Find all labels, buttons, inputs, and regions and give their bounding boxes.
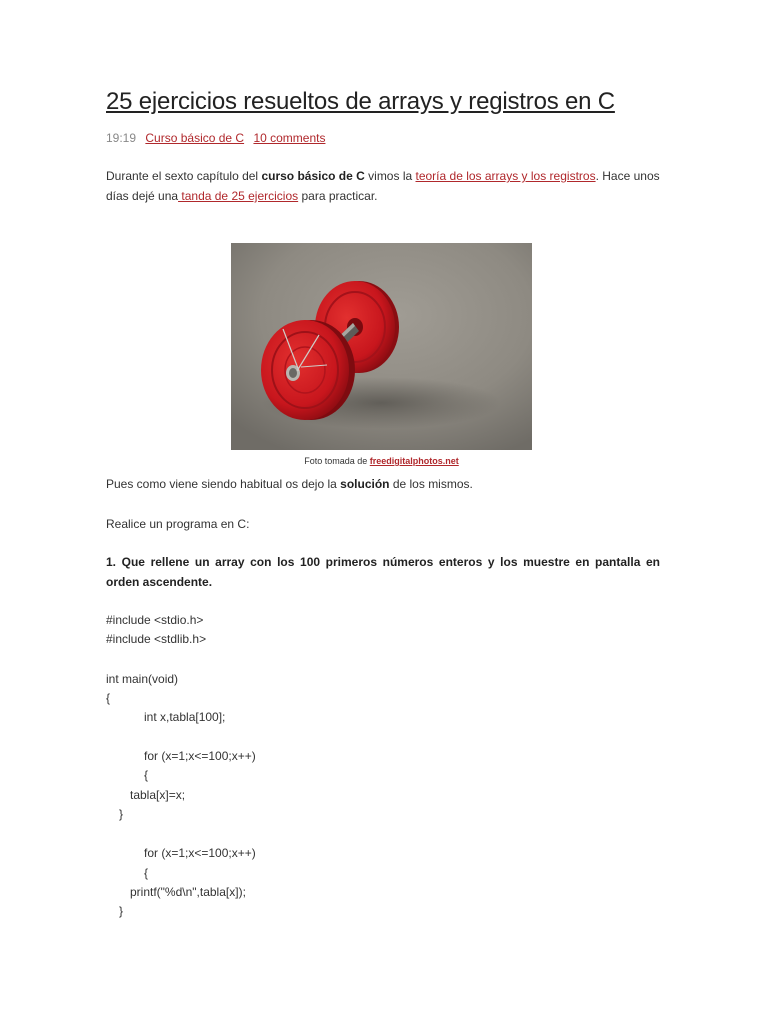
intro-paragraph [106,166,666,206]
code-line: } [119,904,124,918]
exercises-link[interactable]: tanda de 25 ejercicios [178,189,299,203]
solution-text-2: de los mismos. [389,477,473,491]
prompt-paragraph: Realice un programa en C: [106,517,250,531]
code-line: } [119,807,124,821]
intro-text-2: vimos la [364,169,416,183]
solution-paragraph [106,477,473,491]
photo-caption [231,456,532,466]
intro-text-1: Durante el sexto capítulo del [106,169,262,183]
arrays-theory-link[interactable]: teoría de los arrays y los registros [415,169,596,183]
solution-bold: solución [340,477,390,491]
intro-bold-course: curso básico de C [261,169,365,183]
code-line: for (x=1;x<=100;x++) [144,846,256,860]
code-line: { [106,691,111,705]
code-line: { [144,866,149,880]
photo-source-link[interactable]: freedigitalphotos.net [369,456,459,466]
solution-text-1: Pues como viene siendo habitual os dejo la [106,477,341,491]
code-line: printf("%d\n",tabla[x]); [130,885,246,899]
post-meta [106,131,325,145]
post-title[interactable]: 25 ejercicios resueltos de arrays y registros en C [106,88,615,115]
comments-link[interactable]: 10 comments [253,131,326,145]
post-time: 19:19 [106,131,137,145]
code-line: #include <stdlib.h> [106,632,207,646]
caption-text: Foto tomada de [304,456,370,466]
code-line: int main(void) [106,672,179,686]
intro-text-3: . Hace unos días dejé una [106,169,660,203]
exercise-1-statement: 1. Que rellene un array con los 100 primeros números enteros y los muestre en pantalla en orden ascendente. [106,555,660,589]
dumbbell-photo [231,243,532,450]
code-line: int x,tabla[100]; [144,710,226,724]
code-line: tabla[x]=x; [130,788,186,802]
code-line: #include <stdio.h> [106,613,204,627]
intro-text-4: para practicar. [298,189,378,203]
code-line: for (x=1;x<=100;x++) [144,749,256,763]
code-line: { [144,768,149,782]
dumbbell-image [231,243,532,450]
category-link[interactable]: Curso básico de C [145,131,245,145]
